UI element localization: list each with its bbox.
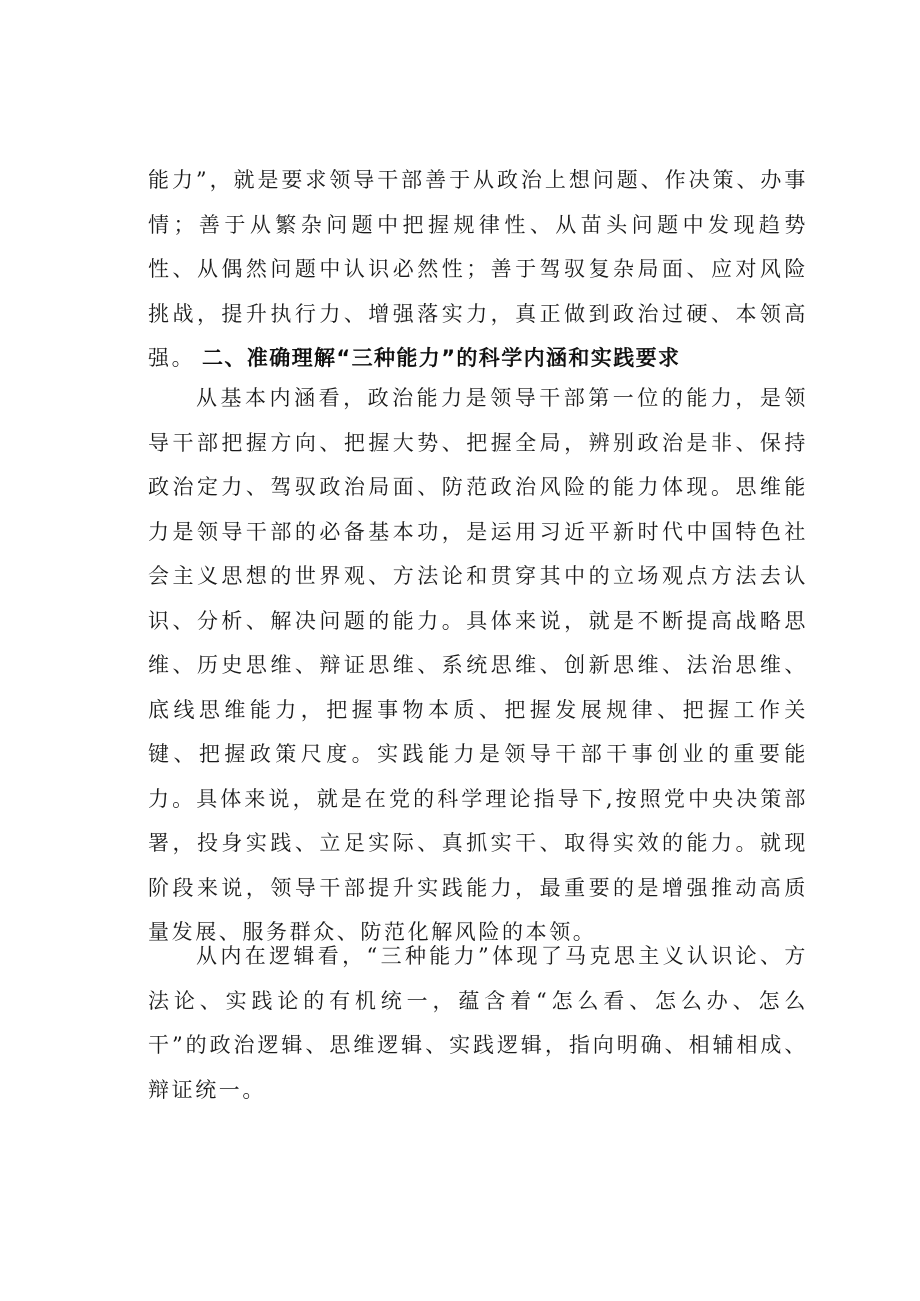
body-text-section-2-logic <box>148 934 808 1112</box>
paragraph-basic-connotation: 从基本内涵看，政治能力是领导干部第一位的能力，是领导干部把握方向、把握大势、把握全局，辨别政治是非、保持政治定力、驾驭政治局面、防范政治风险的能力体现。思维能力是领导干部的必备基本功，是运用习近平新时代中国特色社会主义思想的世界观、方法论和贯穿其中的立场观点方法去认识、分析、解决问题的能力。具体来说，就是不断提高战略思维、历史思维、辩证思维、系统思维、创新思维、法治思维、底线思维能力，把握事物本质、把握发展规律、把握工作关键、把握政策尺度。实践能力是领导干部干事创业的重要能力。具体来说，就是在党的科学理论指导下,按照党中央决策部署，投身实践、立足实际、真抓实干、取得实效的能力。就现阶段来说，领导干部提升实践能力，最重要的是增强推动高质量发展、服务群众、防范化解风险的本领。 <box>148 386 808 944</box>
section-heading: 二、准确理解“三种能力”的科学内涵和实践要求 <box>202 346 681 370</box>
paragraph-continuation: 能力”，就是要求领导干部善于从政治上想问题、作决策、办事情；善于从繁杂问题中把握规律性、从苗头问题中发现趋势性、从偶然问题中认识必然性；善于驾驭复杂局面、应对风险挑战，提升执行力、增强落实力，真正做到政治过硬、本领高强。 <box>148 168 808 370</box>
paragraph-inner-logic: 从内在逻辑看，“三种能力”体现了马克思主义认识论、方法论、实践论的有机统一，蕴含着“怎么看、怎么办、怎么干”的政治逻辑、思维逻辑、实践逻辑，指向明确、相辅相成、辩证统一。 <box>148 944 808 1102</box>
body-text-section-2 <box>148 376 808 955</box>
